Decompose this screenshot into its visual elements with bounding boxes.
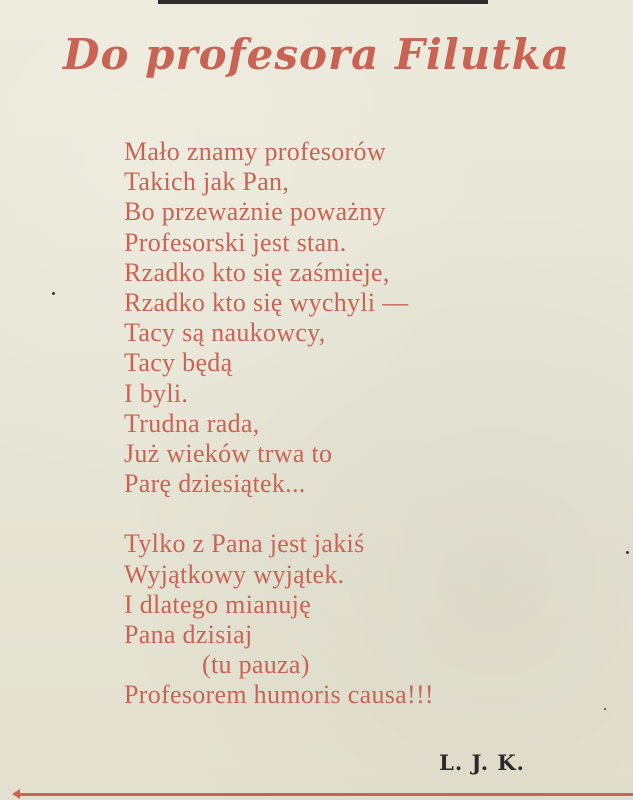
- poem-body: [124, 137, 584, 711]
- poem-line: Rzadko kto się zaśmieje,: [124, 257, 390, 287]
- poem-line: I byli.: [124, 378, 189, 408]
- print-speck: [626, 551, 629, 554]
- poem-line: Profesorski jest stan.: [124, 227, 347, 257]
- poem-line: Tylko z Pana jest jakiś: [124, 529, 365, 559]
- poem-line: Rzadko kto się wychyli —: [124, 288, 409, 318]
- poem-line: Profesorem humoris causa!!!: [124, 680, 434, 710]
- poem-title: Do profesora Filutka: [63, 30, 570, 79]
- poem-line: Pana dzisiaj: [124, 620, 253, 650]
- poem-line: Trudna rada,: [124, 408, 260, 438]
- poem-line: Parę dziesiątek...: [124, 469, 306, 499]
- top-rule: [158, 0, 488, 4]
- stanza-1: [124, 137, 584, 499]
- poem-line: Tacy są naukowcy,: [124, 318, 326, 348]
- poem-line-pause: (tu pauza): [202, 650, 310, 680]
- poem-line: I dlatego mianuję: [124, 589, 312, 619]
- poem-line: Już wieków trwa to: [124, 439, 333, 469]
- bottom-rule: [18, 793, 633, 796]
- poem-line: Bo przeważnie poważny: [124, 197, 386, 227]
- print-speck: [52, 292, 55, 295]
- poem-line: Tacy będą: [124, 348, 233, 378]
- author-signature: L. J. K.: [439, 750, 525, 775]
- print-speck: [604, 708, 606, 710]
- stanza-2: [124, 529, 584, 710]
- poem-line: Wyjątkowy wyjątek.: [124, 559, 345, 589]
- poem-line: Mało znamy profesorów: [124, 137, 386, 166]
- poem-line: Takich jak Pan,: [124, 167, 290, 197]
